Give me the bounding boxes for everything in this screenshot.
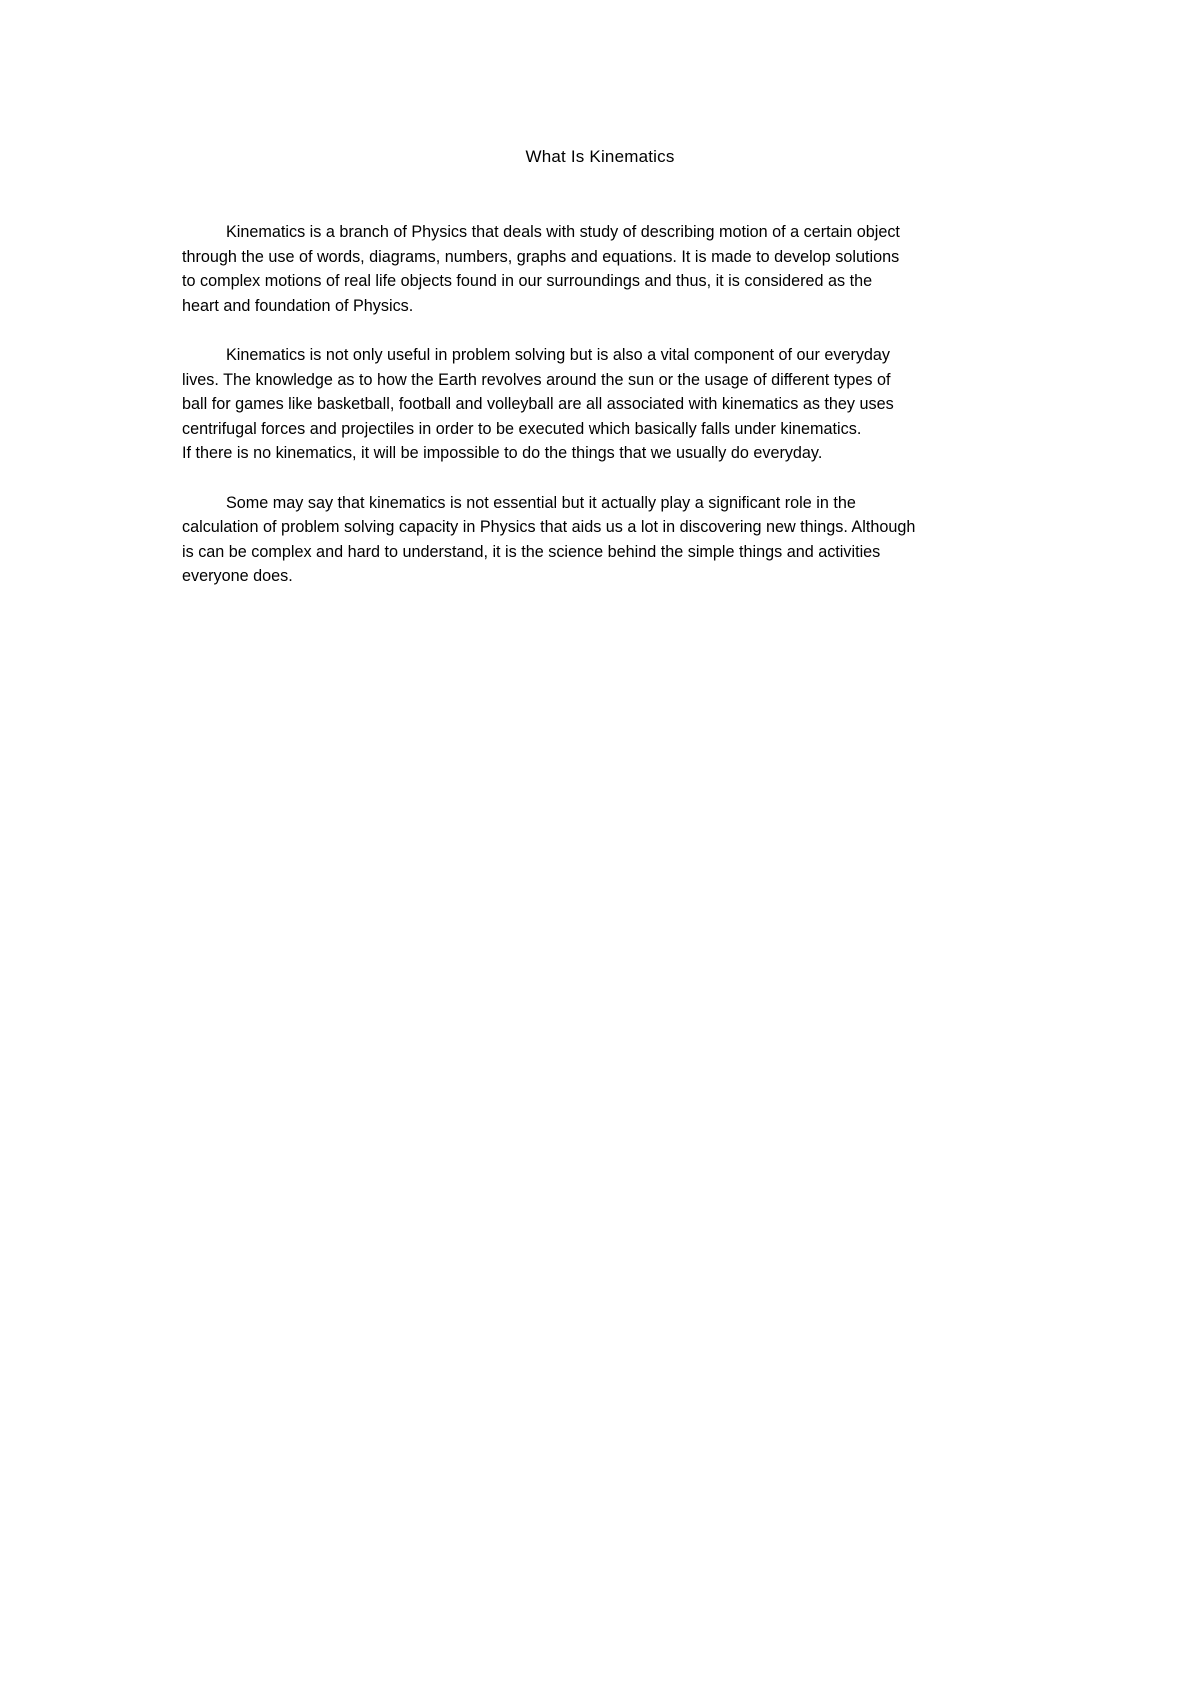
paragraph-line: Kinematics is a branch of Physics that deals with study of describing motion of a certain object	[226, 223, 900, 241]
paragraph-1	[182, 220, 1022, 318]
paragraph-line: lives. The knowledge as to how the Earth revolves around the sun or the usage of different types of	[182, 370, 891, 389]
paragraph-line: calculation of problem solving capacity in Physics that aids us a lot in discovering new things. Although	[182, 518, 916, 537]
paragraph-3	[182, 491, 1022, 589]
document-title: What Is Kinematics	[525, 147, 675, 166]
paragraph-line: is can be complex and hard to understand, it is the science behind the simple things and activities	[182, 542, 881, 561]
paragraph-line: If there is no kinematics, it will be impossible to do the things that we usually do everyday.	[182, 444, 823, 463]
paragraph-line: to complex motions of real life objects found in our surroundings and thus, it is considered as the	[182, 272, 873, 291]
paragraph-line: through the use of words, diagrams, numbers, graphs and equations. It is made to develop solutions	[182, 247, 900, 266]
paragraph-line: Kinematics is not only useful in problem solving but is also a vital component of our everyday	[226, 345, 891, 364]
paragraph-2	[182, 343, 1022, 466]
paragraph-line: everyone does.	[182, 567, 293, 586]
paragraph-line: ball for games like basketball, football and volleyball are all associated with kinematics as they uses	[182, 395, 894, 414]
paragraph-line: Some may say that kinematics is not essential but it actually play a significant role in the	[226, 493, 856, 512]
paragraph-line: heart and foundation of Physics.	[182, 296, 414, 315]
document-body	[182, 220, 1022, 614]
paragraph-line: centrifugal forces and projectiles in order to be executed which basically falls under kinematics.	[182, 419, 862, 438]
